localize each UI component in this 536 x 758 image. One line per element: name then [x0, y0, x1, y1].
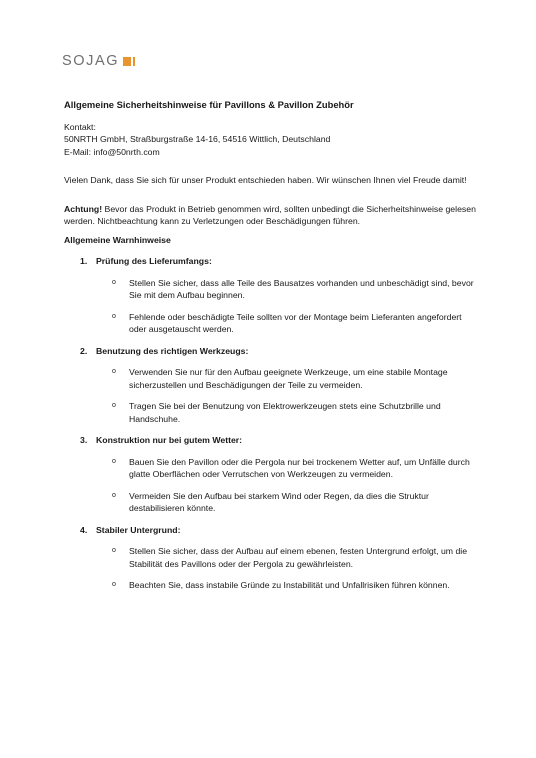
bullet-text: Stellen Sie sicher, dass alle Teile des Bausatzes vorhanden und unbeschädigt sind, bevor Sie mit dem Aufbau beginnen.	[129, 277, 474, 300]
section-title: Allgemeine Warnhinweise	[64, 234, 171, 245]
warning-paragraph	[64, 203, 484, 228]
bullet-item	[64, 400, 484, 425]
item-number: 4.	[80, 524, 88, 535]
bullet-icon: o	[112, 278, 116, 286]
bullet-text: Verwenden Sie nur für den Aufbau geeignete Werkzeuge, um eine stabile Montage sicherzustellen und Beschädigungen der Teile zu vermeiden.	[129, 367, 448, 390]
list-item	[64, 524, 484, 592]
item-number: 3.	[80, 435, 88, 445]
bullet-item	[64, 579, 484, 592]
bullet-text: Vermeiden Sie den Aufbau bei starkem Wind oder Regen, da dies die Struktur destabilisieren könnte.	[129, 490, 429, 513]
brand-logo	[62, 53, 135, 69]
bullet-item	[64, 456, 484, 481]
bullet-item	[64, 277, 484, 302]
item-heading: Prüfung des Lieferumfangs:	[96, 256, 212, 266]
bullet-icon: o	[112, 312, 116, 320]
warning-text: Bevor das Produkt in Betrieb genommen wird, sollten unbedingt die Sicherheitshinweise gelesen werden. Nichtbeachtung kann zu Verletzungen oder Beschädigungen führen.	[64, 203, 476, 226]
list-item	[64, 345, 484, 426]
list-item	[64, 255, 484, 336]
bullet-item	[64, 545, 484, 570]
document-body	[64, 99, 484, 601]
contact-address: 50NRTH GmbH, Straßburgstraße 14-16, 54516 Wittlich, Deutschland	[64, 134, 331, 144]
logo-text: SOJAG	[62, 53, 120, 69]
contact-email: E-Mail: info@50nrth.com	[64, 146, 160, 157]
item-number: 1.	[80, 256, 88, 266]
item-heading: Benutzung des richtigen Werkzeugs:	[96, 345, 249, 356]
item-heading: Stabiler Untergrund:	[96, 524, 181, 535]
bullet-icon: o	[112, 547, 116, 554]
bullet-icon: o	[112, 491, 116, 499]
bullet-item	[64, 366, 484, 391]
contact-label: Kontakt:	[64, 121, 96, 132]
warning-list	[64, 255, 484, 592]
logo-square-icon	[123, 57, 131, 66]
bullet-text: Stellen Sie sicher, dass der Aufbau auf einem ebenen, festen Untergrund erfolgt, um die Stabilität des Pavillons oder der Pergola zu gewährleisten.	[129, 546, 468, 569]
bullet-text: Beachten Sie, dass instabile Gründe zu Instabilität und Unfallrisiken führen können.	[129, 580, 450, 590]
bullet-icon: o	[112, 581, 116, 588]
bullet-text: Bauen Sie den Pavillon oder die Pergola nur bei trockenem Wetter auf, um Unfälle durch glatte Oberflächen oder Verrutschen von Werkzeugen zu vermeiden.	[129, 456, 470, 479]
document-title: Allgemeine Sicherheitshinweise für Pavillons & Pavillon Zubehör	[64, 99, 354, 110]
logo-bar-icon	[133, 57, 135, 66]
bullet-item	[64, 311, 484, 336]
bullet-text: Tragen Sie bei der Benutzung von Elektrowerkzeugen stets eine Schutzbrille und Handschuhe.	[129, 401, 441, 424]
item-heading: Konstruktion nur bei gutem Wetter:	[96, 435, 243, 445]
thanks-paragraph: Vielen Dank, dass Sie sich für unser Produkt entschieden haben. Wir wünschen Ihnen viel Freude damit!	[64, 175, 467, 185]
item-number: 2.	[80, 345, 88, 356]
contact-block	[64, 121, 484, 159]
bullet-icon: o	[112, 402, 116, 409]
bullet-icon: o	[112, 368, 116, 375]
warning-label: Achtung!	[64, 203, 103, 214]
bullet-icon: o	[112, 457, 116, 465]
bullet-text: Fehlende oder beschädigte Teile sollten vor der Montage beim Lieferanten angefordert oder ausgetauscht werden.	[129, 311, 462, 334]
list-item	[64, 434, 484, 515]
bullet-item	[64, 490, 484, 515]
